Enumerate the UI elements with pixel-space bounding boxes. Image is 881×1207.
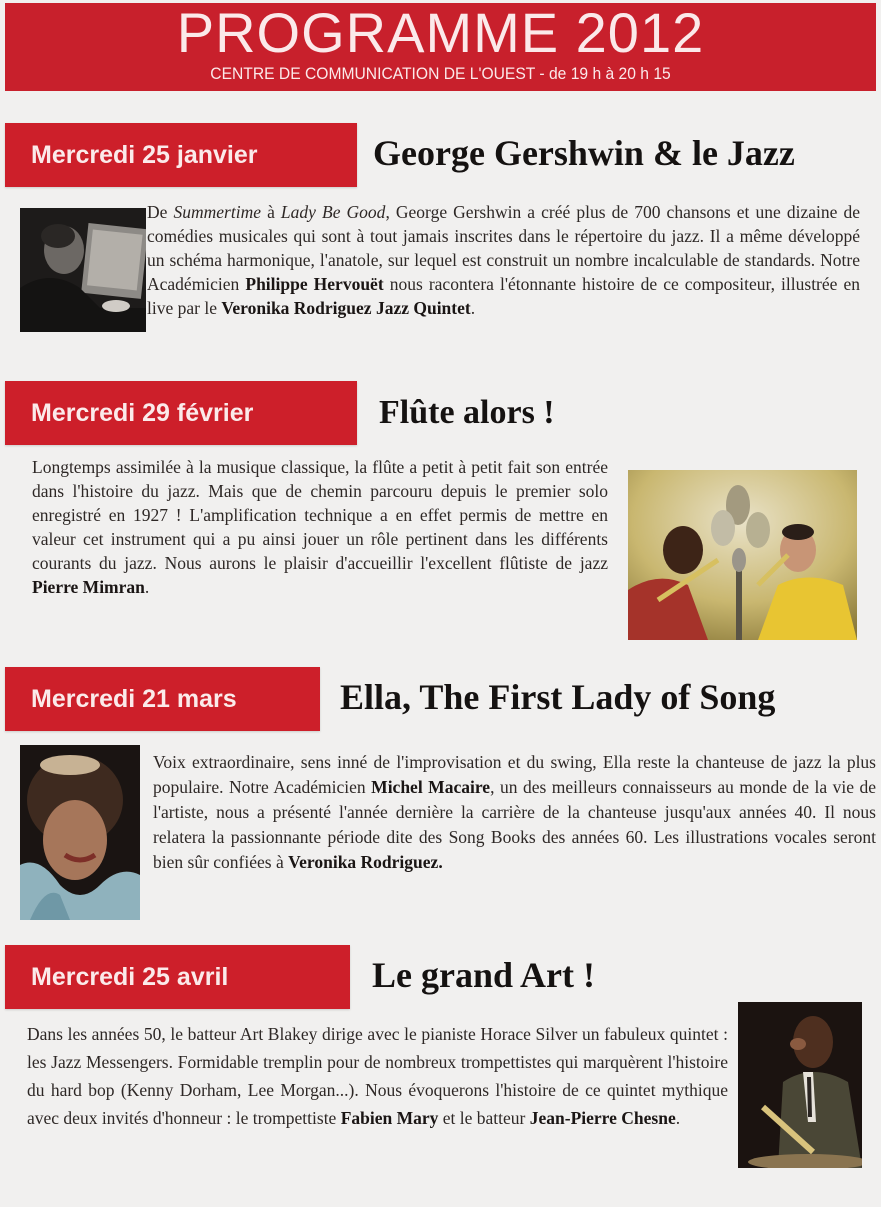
- event-date-badge: Mercredi 25 avril: [5, 945, 350, 1009]
- text-run: , un des meilleurs connaisseurs au monde de la vie de l'artiste, nous a présenté l'année dernière la carrière de la chanteuse jusqu'aux années 40. Il nous relatera la passionnante période dite des Song Books des années 60. Les illustrations vocales seront bien sûr confiées à: [153, 777, 877, 872]
- text-run: .: [675, 1108, 681, 1128]
- event-description: [153, 750, 876, 875]
- bold-name: Veronika Rodriguez Jazz Quintet: [221, 298, 471, 318]
- event-description: [27, 1020, 728, 1132]
- bold-name: Veronika Rodriguez.: [288, 852, 443, 872]
- text-run: .: [144, 577, 150, 597]
- event-description: [32, 455, 608, 599]
- bold-name: Jean-Pierre Chesne: [529, 1108, 676, 1128]
- bold-name: Fabien Mary: [340, 1108, 439, 1128]
- ella-fitzgerald-portrait: [20, 745, 140, 920]
- bold-name: Pierre Mimran: [32, 577, 145, 597]
- event-date-badge: Mercredi 25 janvier: [5, 123, 357, 187]
- text-run: , George Gershwin a créé plus de 700 chansons et une dizaine de comédies musicales qui sont à tout jamais inscrites dans le répertoire du jazz. Il a même développé un schéma harmonique, l'anatole, sur lequel est construit un nombre incalculable de standards. Notre Académicien: [147, 202, 860, 294]
- italic-title: Summertime: [173, 202, 261, 222]
- event-title: Ella, The First Lady of Song: [340, 677, 776, 717]
- italic-title: Lady Be Good: [280, 202, 386, 222]
- text-run: .: [470, 298, 476, 318]
- event-title: Flûte alors !: [379, 394, 555, 431]
- event-title: George Gershwin & le Jazz: [373, 133, 795, 173]
- programme-title: PROGRAMME 2012: [176, 1, 705, 64]
- text-run: Longtemps assimilée à la musique classique, la flûte a petit à petit fait son entrée dans l'histoire du jazz. Mais que de chemin parcouru depuis le premier solo enregistré en 1927 ! L'amplification technique a en effet permis de mettre en valeur cet instrument qui a pu ainsi jouer un rôle pertinent dans les différents courants du jazz. Nous aurons le plaisir d'accueillir l'excellent flûtiste de jazz: [32, 457, 608, 573]
- bold-name: Michel Macaire: [371, 777, 491, 797]
- art-blakey-drumming-photo: [738, 1002, 862, 1168]
- text-run: Dans les années 50, le batteur Art Blakey dirige avec le pianiste Horace Silver un fabuleux quintet : les Jazz Messengers. Formidable tremplin pour de nombreux trompettistes qui marquèrent l'histoire du hard bop (Kenny Dorham, Lee Morgan...). Nous évoquerons l'histoire de ce quintet mythique avec deux invités d'honneur : le trompettiste: [27, 1024, 728, 1128]
- event-date-badge: Mercredi 21 mars: [5, 667, 320, 731]
- event-description: [147, 200, 860, 320]
- gershwin-at-piano-photo: [20, 208, 146, 332]
- event-date-badge: Mercredi 29 février: [5, 381, 357, 445]
- bold-name: Philippe Hervouët: [245, 274, 384, 294]
- text-run: nous racontera l'étonnante histoire de ce compositeur, illustrée en live par le: [147, 274, 860, 318]
- text-run: et le batteur: [438, 1108, 530, 1128]
- event-title: Le grand Art !: [372, 955, 595, 995]
- text-run: à: [260, 202, 281, 222]
- programme-header: [5, 3, 876, 91]
- programme-subtitle: CENTRE DE COMMUNICATION DE L'OUEST - de 19 h à 20 h 15: [210, 64, 671, 83]
- text-run: De: [147, 202, 174, 222]
- text-run: Voix extraordinaire, sens inné de l'improvisation et du swing, Ella reste la chanteuse de jazz la plus populaire. Notre Académicien: [153, 752, 876, 797]
- flute-players-illustration: [628, 470, 857, 640]
